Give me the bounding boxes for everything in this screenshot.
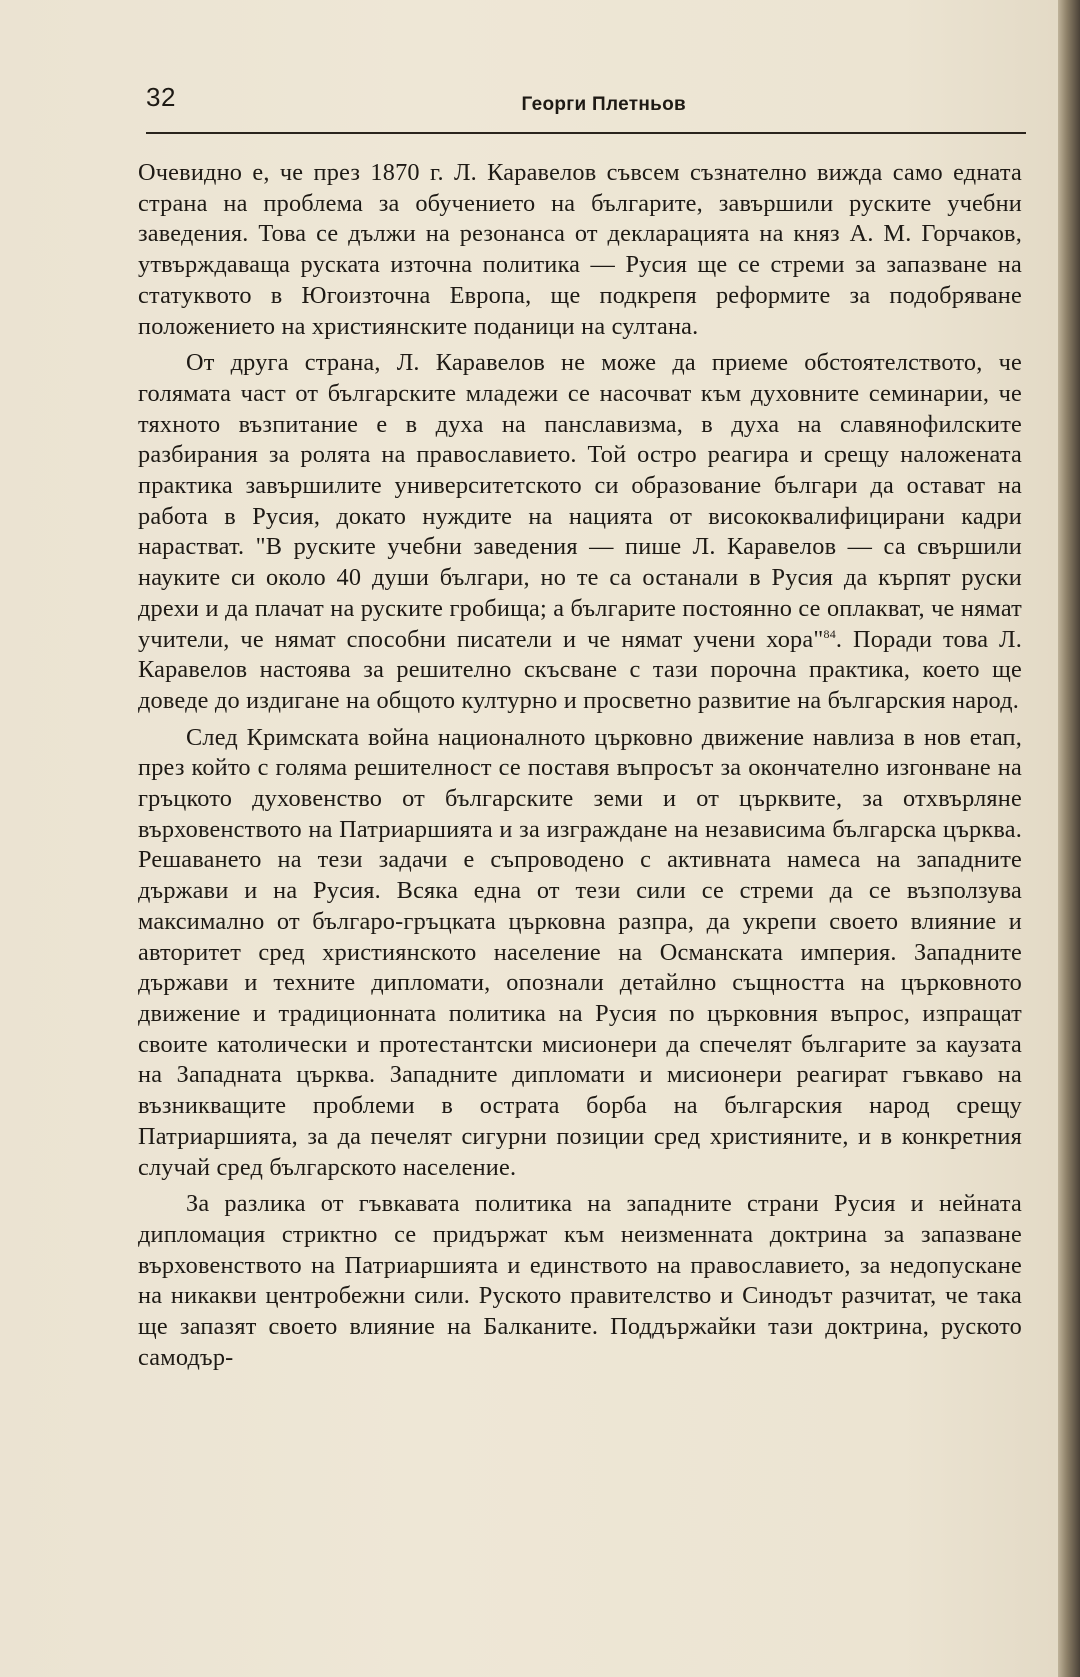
paragraph-1: Очевидно е, че през 1870 г. Л. Каравелов съвсем съзнателно вижда само едната страна на проблема за обучението на българите, завършили руските учебни заведения. Това се дължи на резонанса от декларацията на княз А. М. Горчаков, утвърждаваща руската източна политика — Русия ще се стреми за запазване на статуквото в Югоизточна Европа, ще подкрепя реформите за подобряване положението на християнските поданици на султана. [138,159,1022,340]
page-header [146,82,1026,122]
paragraph-3: След Кримската война националното църковно движение навлиза в нов етап, през който с голяма решителност се поставя въпросът за окончателно изгонване на гръцкото духовенство от българските земи и от църквите, за отхвърляне върховенството на Патриаршията и за изграждане на независима българска църква. Решаването на тези задачи е съпроводено с активната намеса на западните държави и на Русия. Всяка една от тези сили се стреми да се възползува максимално от българо-гръцката църковна разпра, да укрепи своето влияние и авторитет сред християнското население на Османската империя. Западните държави и техните дипломати, опознали детайлно същността на църковното движение и традиционната политика на Русия по църковния въпрос, изпращат своите католически и протестантски мисионери да спечелят българите за каузата на Западната църква. Западните дипломати и мисионери реагират гъвкаво на възникващите проблеми в острата борба на българския народ срещу Патриаршията, за да печелят сигурни позиции сред християните, и в конкретния случай сред българското население. [138,723,1022,1181]
paragraph-2-text: От друга страна, Л. Каравелов не може да приеме обстоятелството, че голямата част от българските младежи се насочват към духовните семинарии, че тяхното възпитание е в духа на панславизма, в духа на славянофилските разбирания за ролята на православието. Той остро реагира и срещу наложената практика завършилите университетското си образование българи да остават на работа в Русия, докато нуждите на нацията от висококвалифицирани кадри нарастват. "В руските учебни заведения — пише Л. Каравелов — са свършили науките си около 40 души българи, но те са останали в Русия да кърпят руски дрехи и да плачат на руските гробища; а българите постоянно се оплакват, че нямат учители, че нямат способни писатели и че нямат учени хора" [138,349,1022,653]
body-text [138,158,1022,1379]
book-spine-edge [1058,0,1080,1677]
paragraph-2 [138,348,1022,716]
footnote-reference: 84 [823,626,836,641]
header-rule [146,132,1026,134]
paragraph-2-text-end: . Поради това Л. Каравелов настоява за решително скъсване с тази порочна практика, което ще доведе до издигане на общото културно и просветно развитие на българския народ. [138,625,1022,714]
running-head: Георги Плетньов [521,94,686,115]
paragraph-4: За разлика от гъвкавата политика на западните страни Русия и нейната дипломация стриктно се придържат към неизменната доктрина за запазване върховенството на Патриаршията и единството на православието, за недопускане на никакви центробежни сили. Руското правителство и Синодът разчитат, че така ще запазят своето влияние на Балканите. Поддържайки тази доктрина, руското самодър- [138,1190,1022,1371]
page-number: 32 [146,82,176,112]
